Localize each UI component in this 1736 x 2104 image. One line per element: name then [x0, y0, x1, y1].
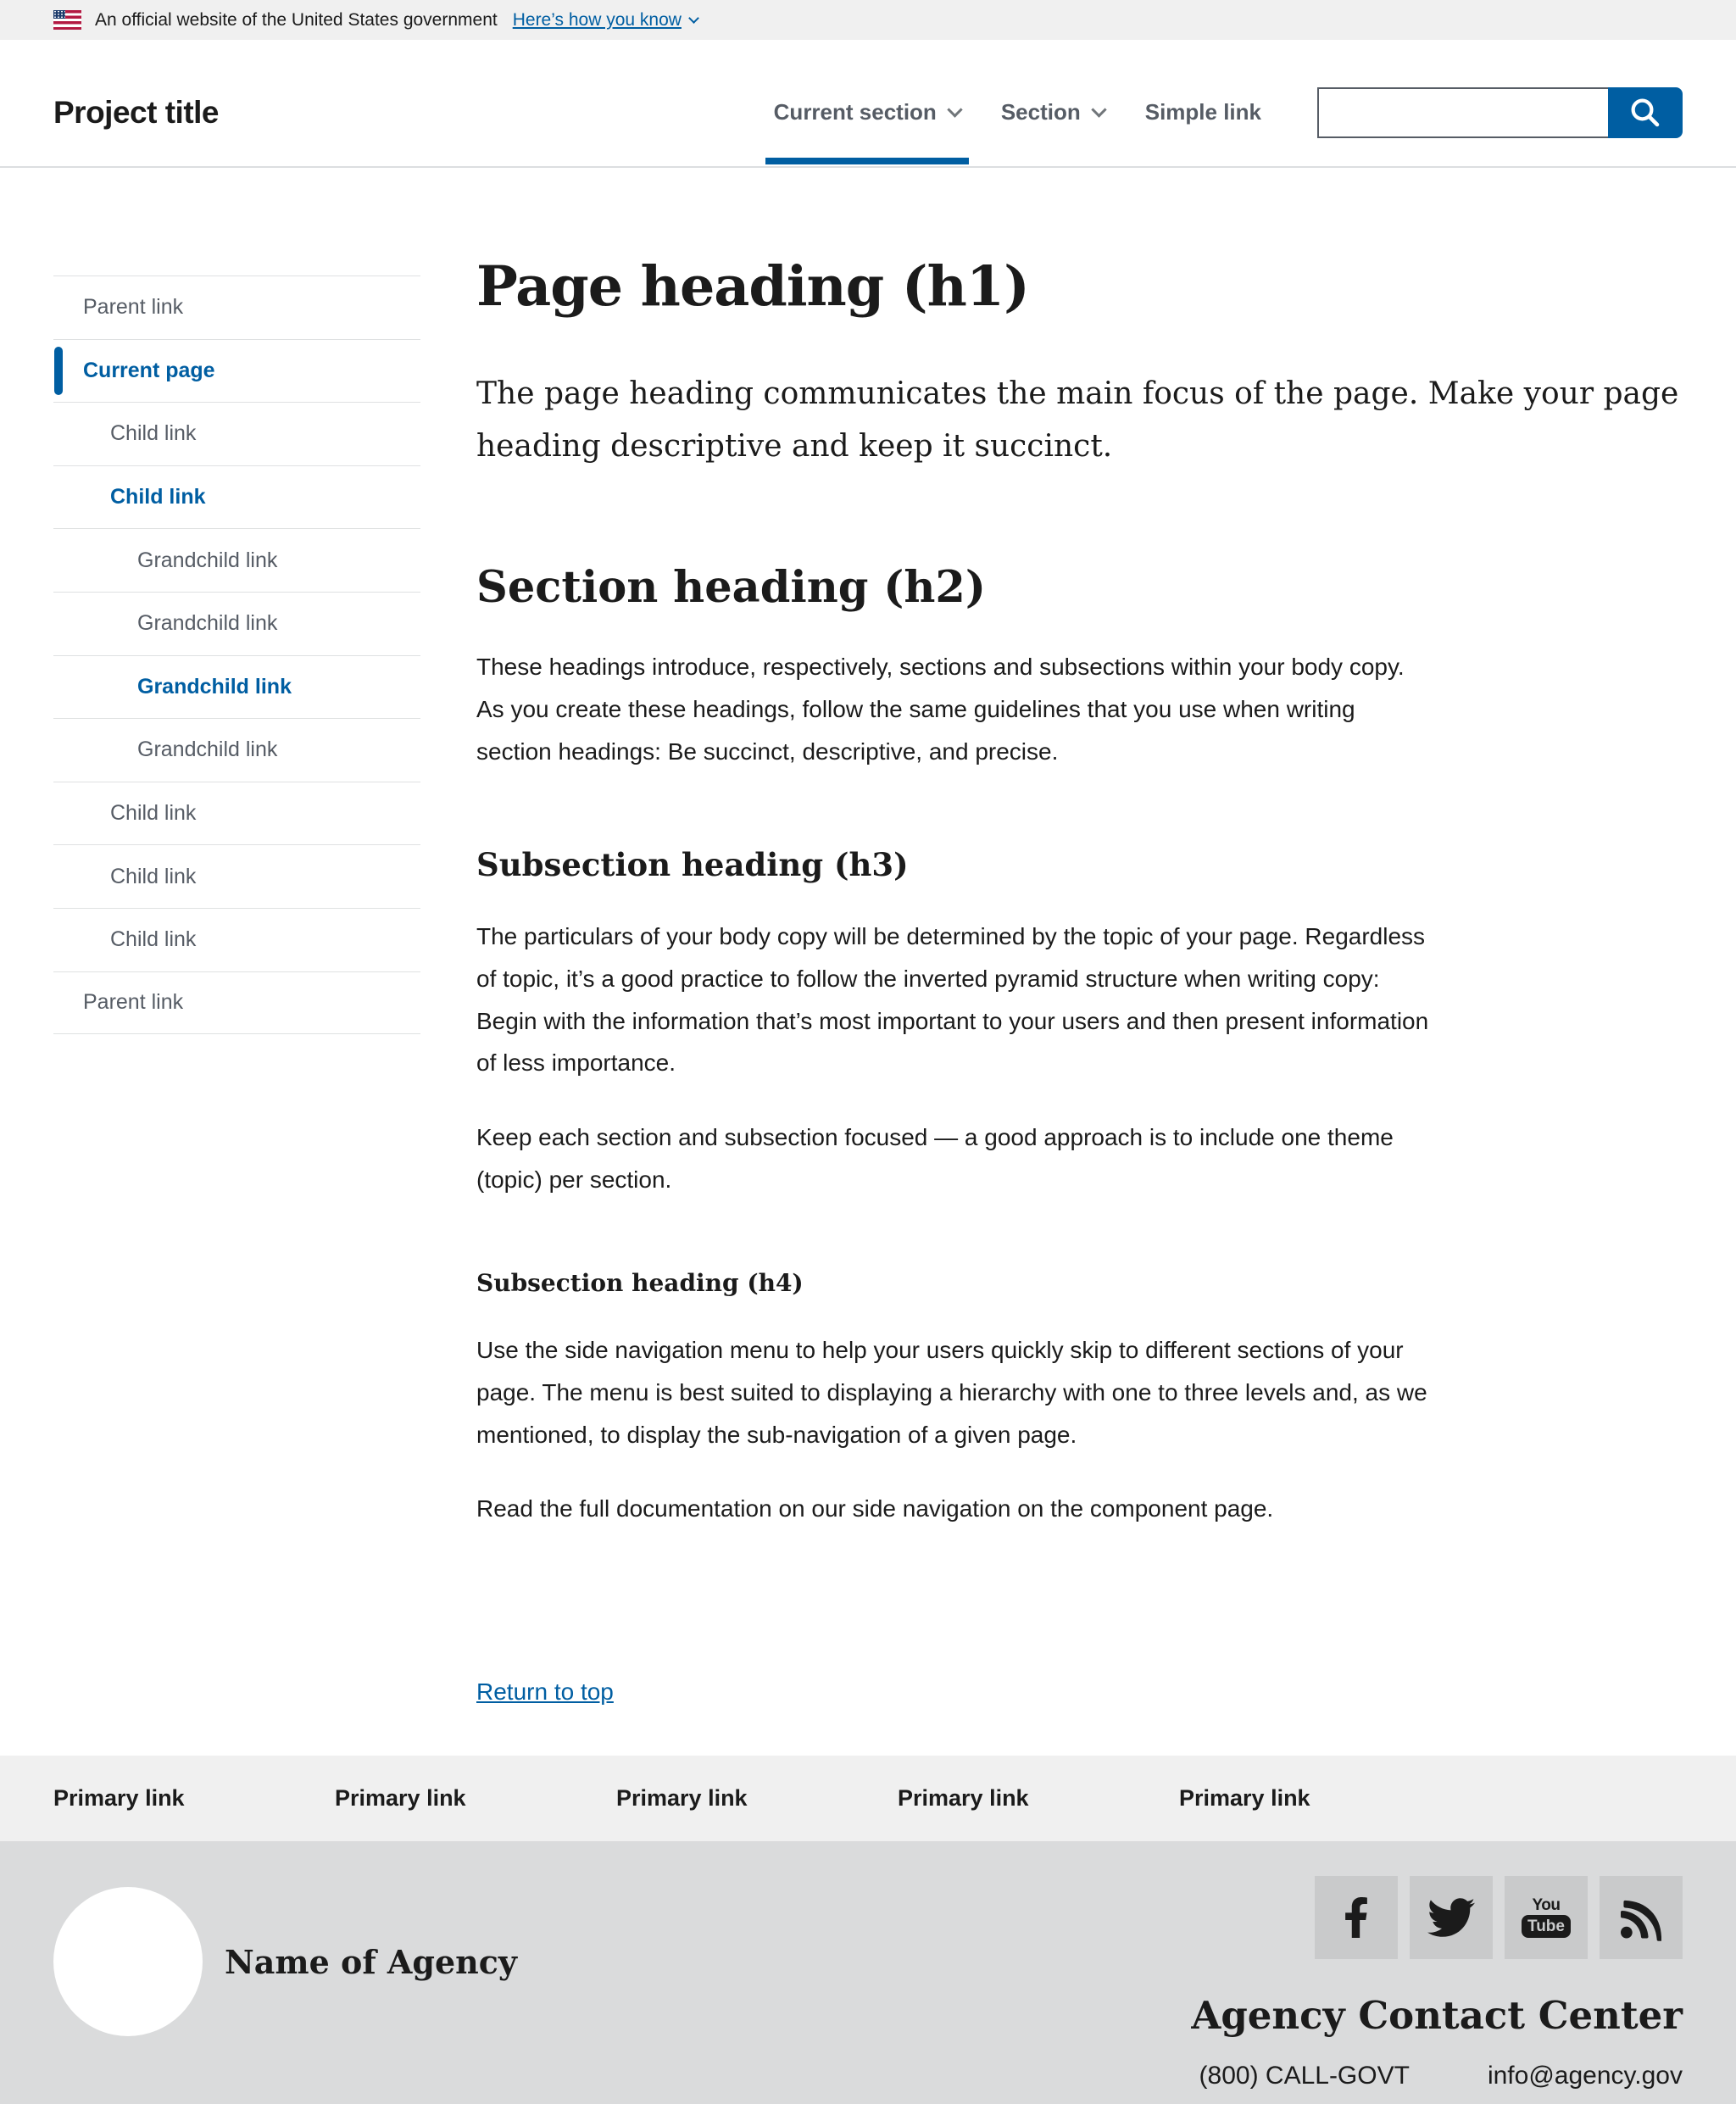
primary-nav [754, 58, 1282, 166]
rss-link[interactable] [1600, 1876, 1683, 1959]
nav-item-simple-link[interactable] [1125, 58, 1282, 166]
body-paragraph: Read the full documentation on our side navigation on the component page. [476, 1495, 1274, 1522]
page-content [476, 168, 1683, 1756]
sidenav-item-current-child[interactable]: Child link [53, 465, 420, 529]
intro-paragraph: The page heading communicates the main focus of the page. Make your page heading descriptive and keep it succinct. [476, 376, 1679, 465]
youtube-link[interactable] [1505, 1876, 1588, 1959]
twitter-icon [1427, 1894, 1475, 1941]
sidenav-item[interactable]: Child link [53, 782, 420, 845]
body-paragraph: These headings introduce, respectively, sections and subsections within your body copy. As you create these headings, follow the same guidelines that you use when writing section headings: Be succinct, descriptive, and precise. [476, 654, 1405, 765]
sidenav-item[interactable]: Parent link [53, 971, 420, 1035]
contact-center-heading: Agency Contact Center [1191, 1993, 1683, 2038]
agency-name: Name of Agency [225, 1942, 517, 1981]
side-navigation [53, 276, 420, 1756]
sidenav-item[interactable]: Grandchild link [53, 718, 420, 782]
youtube-text-top: You [1532, 1896, 1561, 1914]
sidenav-item[interactable]: Child link [53, 908, 420, 971]
body-paragraph: Use the side navigation menu to help your users quickly skip to different sections of your page. The menu is best suited to displaying a hierarchy with one to three levels and, as we mentioned, to display the sub-navigation of a given page. [476, 1336, 1427, 1448]
banner-text: An official website of the United States government [95, 9, 498, 30]
gov-banner [0, 0, 1736, 40]
subsection-heading-h4: Subsection heading (h4) [476, 1268, 804, 1297]
email-link[interactable]: info@agency.gov [1487, 2062, 1683, 2090]
nav-item-current-section[interactable] [754, 58, 981, 166]
chevron-down-icon [1091, 102, 1106, 117]
social-links [1315, 1876, 1683, 1959]
footer-primary-link[interactable]: Primary link [1179, 1785, 1310, 1811]
nav-item-label: Current section [773, 99, 937, 125]
nav-item-label: Section [1000, 99, 1081, 125]
section-heading: Section heading (h2) [476, 562, 987, 614]
nav-item-label: Simple link [1144, 99, 1261, 125]
nav-item-section[interactable] [981, 58, 1125, 166]
sidenav-item[interactable]: Grandchild link [53, 528, 420, 592]
search-icon [1628, 95, 1663, 131]
contact-row [1199, 2062, 1683, 2090]
facebook-link[interactable] [1315, 1876, 1398, 1959]
sidenav-item-current-page[interactable]: Current page [53, 339, 420, 403]
twitter-link[interactable] [1410, 1876, 1493, 1959]
banner-how-you-know-link[interactable]: Here’s how you know [512, 9, 682, 30]
facebook-icon [1344, 1895, 1369, 1940]
sidenav-item[interactable]: Parent link [53, 276, 420, 339]
footer-contact [1191, 1841, 1683, 2104]
sidenav-item[interactable]: Grandchild link [53, 592, 420, 655]
footer-primary-nav [0, 1756, 1736, 1841]
footer-primary-link[interactable]: Primary link [335, 1785, 466, 1811]
body-paragraph: The particulars of your body copy will be determined by the topic of your page. Regardless of topic, it’s a good practice to follow the inverted pyramid structure when writing copy: Begin with the information that’s most important to your users and then present information of less importance. [476, 922, 1429, 1077]
youtube-icon [1522, 1897, 1571, 1938]
body-paragraph: Keep each section and subsection focused — a good approach is to include one theme (topic) per section. [476, 1124, 1394, 1194]
us-flag-icon [53, 10, 81, 30]
site-title[interactable]: Project title [53, 94, 219, 130]
agency-logo [53, 1887, 203, 2036]
footer-primary-link[interactable]: Primary link [616, 1785, 748, 1811]
sidenav-item[interactable]: Child link [53, 402, 420, 465]
sidenav-item-current-grandchild[interactable]: Grandchild link [53, 655, 420, 719]
phone-link[interactable]: (800) CALL-GOVT [1199, 2062, 1410, 2090]
search-button[interactable] [1608, 87, 1683, 138]
footer-secondary-section [0, 1841, 1736, 2104]
header-right [754, 58, 1683, 166]
youtube-text-bottom: Tube [1522, 1915, 1571, 1938]
site-footer [0, 1756, 1736, 2104]
footer-primary-link[interactable]: Primary link [898, 1785, 1029, 1811]
rss-icon [1621, 1895, 1661, 1941]
footer-primary-link[interactable]: Primary link [53, 1785, 185, 1811]
page-heading: Page heading (h1) [476, 254, 1029, 319]
chevron-down-icon [947, 102, 962, 117]
site-header [0, 40, 1736, 168]
sidenav-item[interactable]: Child link [53, 844, 420, 908]
subsection-heading-h3: Subsection heading (h3) [476, 845, 909, 883]
agency-identity [53, 1887, 517, 2036]
search-input[interactable] [1317, 87, 1608, 138]
search-form [1317, 58, 1683, 166]
main-area [0, 168, 1736, 1756]
return-to-top-link[interactable]: Return to top [476, 1678, 614, 1706]
chevron-down-icon [688, 13, 699, 24]
